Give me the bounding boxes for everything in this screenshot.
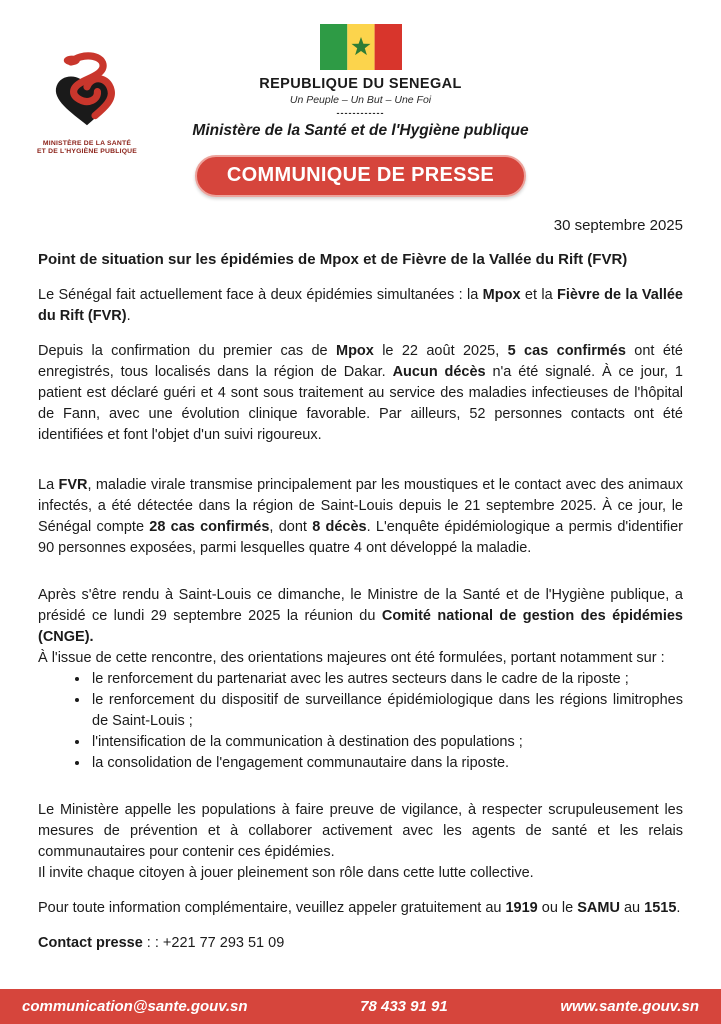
bullet-item: • le renforcement du partenariat avec les autres secteurs dans le cadre de la riposte ; [90, 669, 683, 690]
footer-website: www.sante.gouv.sn [560, 998, 699, 1015]
paragraph-fvr: La FVR, maladie virale transmise principalement par les moustiques et le contact avec des animaux infectés, a été détectée dans la région de Saint-Louis depuis le 21 septembre 2025. À ce jour, le Sénégal compte 28 cas confirmés, dont 8 décès. L'enquête épidémiologique a permis d'identifier 90 personnes exposées, parmi lesquelles quatre 4 ont développé la maladie. [38, 477, 683, 556]
paragraph-appeal-block [38, 800, 683, 884]
senegal-flag-icon [320, 24, 402, 70]
logo-caption-line2: ET DE L'HYGIÈNE PUBLIQUE [36, 148, 138, 155]
ministry-logo [26, 50, 148, 156]
national-motto: Un Peuple – Un But – Une Foi [289, 94, 432, 106]
document-title: Point de situation sur les épidémies de Mpox et de Fièvre de la Vallée du Rift (FVR) [38, 251, 628, 268]
paragraph-appeal: Le Ministère appelle les populations à faire preuve de vigilance, à respecter scrupuleusement les mesures de prévention et à collaborer activement avec les agents de santé et les relais communautaires pour contenir ces épidémies. [38, 802, 683, 860]
paragraph-hotline: Pour toute information complémentaire, veuillez appeler gratuitement au 1919 ou le SAMU au 1515. [38, 900, 681, 916]
separator-dashes: ------------ [336, 108, 385, 118]
paragraph-cnge: Après s'être rendu à Saint-Louis ce dimanche, le Ministre de la Santé et de l'Hygiène publique, a présidé ce lundi 29 septembre 2025 la réunion du Comité national de gestion des épidémies (CNGE). [38, 587, 683, 645]
paragraph-mpox: Depuis la confirmation du premier cas de Mpox le 22 août 2025, 5 cas confirmés ont été enregistrés, tous localisés dans la région de Dakar. Aucun décès n'a été signalé. À ce jour, 1 patient est déclaré guéri et 4 sont sous traitement au service des maladies infectieuses de l'hôpital de Fann, avec une évolution clinique favorable. Par ailleurs, 52 personnes contacts ont été identifiées et font l'objet d'un suivi rigoureux. [38, 343, 683, 443]
footer-email: communication@sante.gouv.sn [22, 998, 248, 1015]
document-date: 30 septembre 2025 [553, 217, 683, 234]
paragraph-citizen: Il invite chaque citoyen à jouer pleinement son rôle dans cette lutte collective. [38, 865, 534, 881]
paragraph-cnge-block [38, 585, 683, 669]
snake-heart-logo-icon [39, 50, 135, 138]
orientation-bullet-list [38, 669, 683, 774]
ministry-name: Ministère de la Santé et de l'Hygiène publique [192, 122, 529, 139]
bullet-item: • le renforcement du dispositif de surveillance épidémiologique dans les régions limitrophes de Saint-Louis ; [90, 690, 683, 732]
bullet-item: • l'intensification de la communication à destination des populations ; [90, 732, 683, 753]
footer-phone: 78 433 91 91 [360, 998, 448, 1015]
press-release-banner: COMMUNIQUE DE PRESSE [195, 155, 526, 197]
bullet-item: • la consolidation de l'engagement communautaire dans la riposte. [90, 753, 683, 774]
footer-bar [0, 989, 721, 1024]
paragraph-intro: Le Sénégal fait actuellement face à deux épidémies simultanées : la Mpox et la Fièvre de la Vallée du Rift (FVR). [38, 287, 683, 324]
republic-title: REPUBLIQUE DU SENEGAL [259, 76, 462, 92]
logo-caption-line1: MINISTÈRE DE LA SANTÉ [42, 140, 132, 147]
document-body [38, 215, 683, 954]
paragraph-orientations: À l'issue de cette rencontre, des orientations majeures ont été formulées, portant notamment sur : [38, 650, 665, 666]
paragraph-press-contact: Contact presse : : +221 77 293 51 09 [38, 935, 285, 951]
